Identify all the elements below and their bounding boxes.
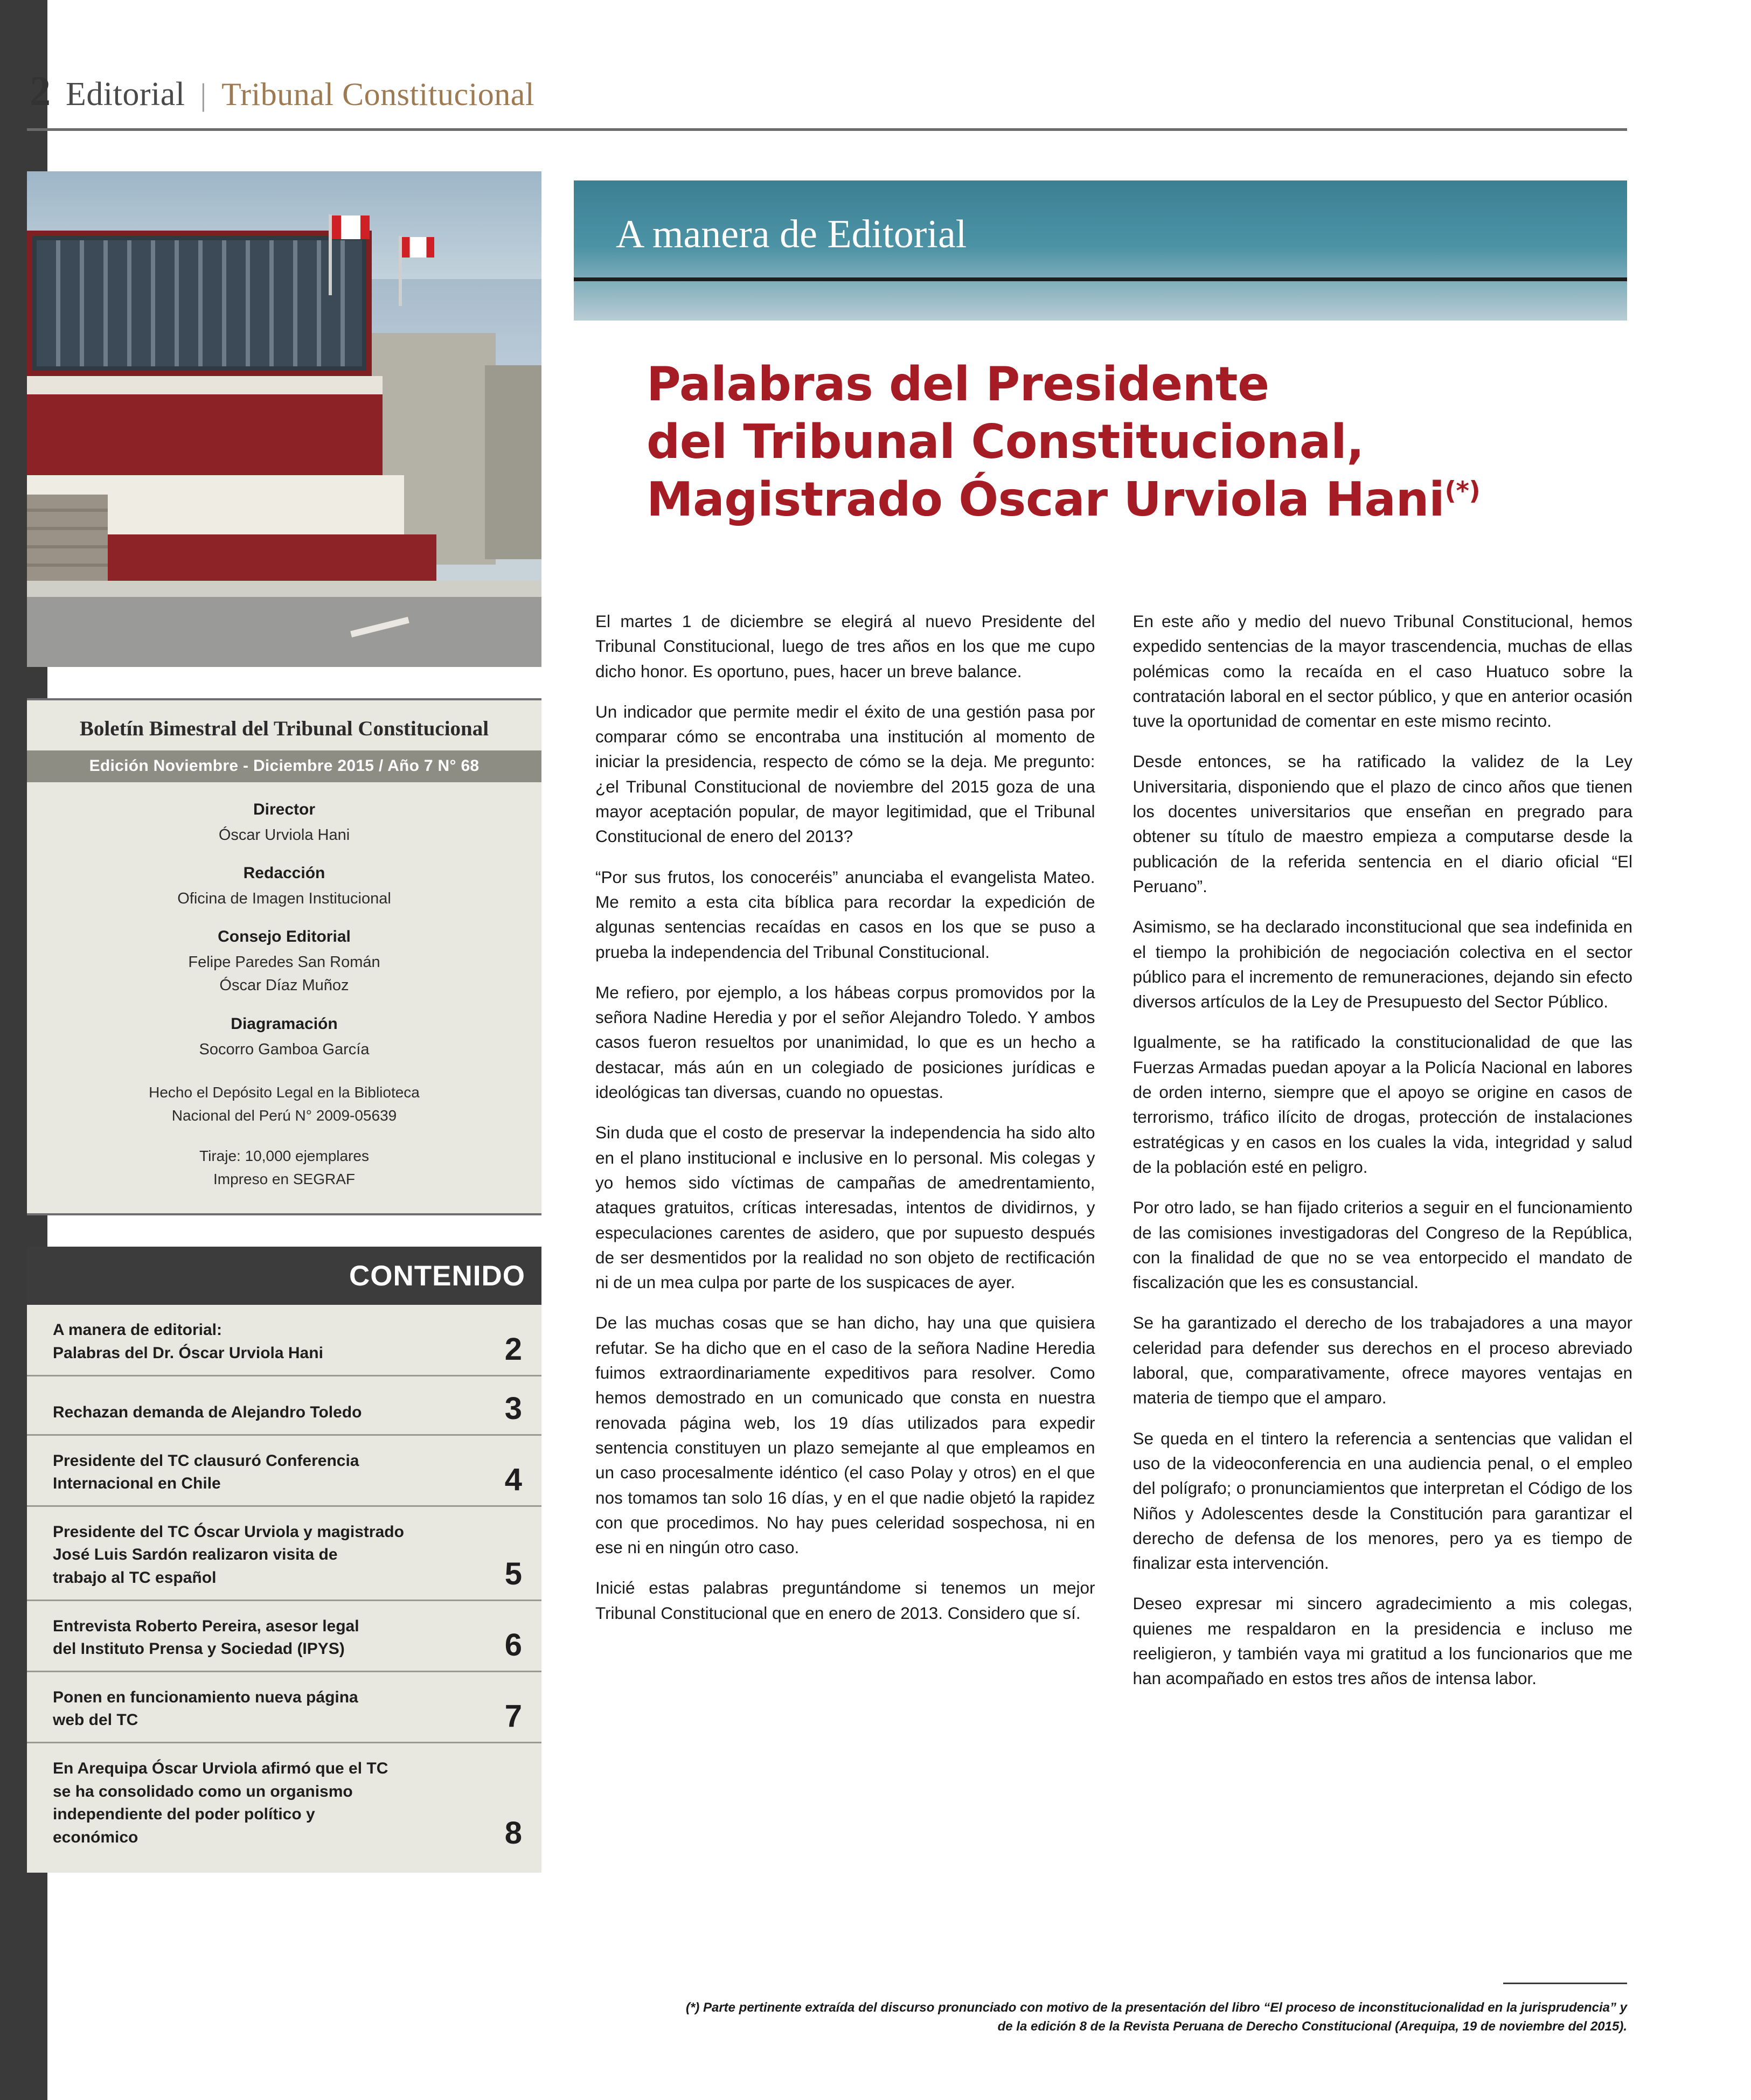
- paragraph: Se queda en el tintero la referencia a sentencias que validan el uso de la videoconferencia en una audiencia penal, o el empleo del polígrafo; o pronunciamientos que interpretan el Código de los Niños y Adolescentes desde la Constitución para garantizar el derecho de defensa de los menores, pero ya es tiempo de finalizar esta intervención.: [1132, 1428, 1632, 1573]
- contenido-heading: CONTENIDO: [27, 1247, 541, 1305]
- list-item[interactable]: [27, 1507, 541, 1601]
- page-number: 2: [30, 67, 51, 114]
- list-item[interactable]: [27, 1743, 541, 1859]
- masthead-diagramacion-value: Socorro Gamboa García: [199, 1040, 370, 1058]
- photo-cornice: [27, 376, 383, 394]
- table-of-contents: [27, 1305, 541, 1873]
- photo-midwall: [27, 394, 383, 475]
- toc-entry-page: 7: [504, 1698, 522, 1734]
- toc-entry-page: 5: [504, 1556, 522, 1591]
- article-title-line-3: Magistrado Óscar Urviola Hani: [647, 472, 1445, 527]
- header-separator: |: [200, 77, 207, 112]
- paragraph: De las muchas cosas que se han dicho, hay una que quisiera refutar. Se ha dicho que en el caso de la señora Nadine Heredia fuimos extraordinariamente expeditivos para resolver. Como hemos demostrado en un comunicado que consta en nuestra renovada página web, los 19 días utilizados para expedir sentencia constituyen un plazo semejante al que empleamos en un caso procesalmente idéntico (el caso Polay y otros) en el que nos tomamos tan solo 16 días, y en el que nadie objetó la rapidez con que procedimos. No hay pues celeridad sospechosa, ni en ese ni en ningún otro caso.: [595, 1313, 1095, 1557]
- article-column-right: [1133, 609, 1633, 1707]
- toc-entry-title: Entrevista Roberto Pereira, asesor legal del Instituto Prensa y Sociedad (IPYS): [53, 1617, 359, 1658]
- masthead-redaccion-block: [27, 864, 541, 909]
- list-item[interactable]: [27, 1376, 541, 1436]
- paragraph: En este año y medio del nuevo Tribunal Constitucional, hemos expedido sentencias de la mayor trascendencia, muchas de ellas polémicas como la recaída en el caso Huatuco sobre la contratación laboral en el sector público, y que en anterior ocasión tuve la oportunidad de comentar en este mismo recinto.: [1132, 611, 1632, 731]
- list-item[interactable]: [27, 1305, 541, 1376]
- masthead-consejo-member-2: Óscar Díaz Muñoz: [219, 977, 349, 995]
- article-title-line-2: del Tribunal Constitucional,: [647, 414, 1364, 469]
- footnote: (*) Parte pertinente extraída del discurso pronunciado con motivo de la presentación del libro “El proceso de inconstitucionalidad en la jurisprudencia” y de la edición 8 de la Revista Peruana de Derecho Constitucional (Arequipa, 19 de noviembre del 2015).: [685, 2000, 1627, 2034]
- toc-entry-title: Ponen en funcionamiento nueva página web del TC: [53, 1688, 358, 1729]
- toc-entry-page: 3: [504, 1390, 522, 1426]
- photo-window-band: [32, 236, 366, 371]
- toc-entry-page: 2: [504, 1331, 522, 1367]
- header-publication-label: Tribunal Constitucional: [221, 77, 535, 112]
- list-item[interactable]: [27, 1601, 541, 1672]
- paragraph: Me refiero, por ejemplo, a los hábeas corpus promovidos por la señora Nadine Heredia y por el señor Alejandro Toledo. Y ambos casos fueron resueltos por unanimidad, lo que es un hecho a destacar, más aún en un colegiado de posiciones jurídicas e ideológicas tan diversas, cuando no opuestas.: [595, 982, 1095, 1102]
- paragraph: Inicié estas palabras preguntándome si tenemos un mejor Tribunal Constitucional que en enero de 2013. Considero que sí.: [595, 1578, 1095, 1623]
- masthead-tiraje-line-2: Impreso en SEGRAF: [213, 1171, 355, 1188]
- editorial-banner-title: A manera de Editorial: [616, 212, 967, 256]
- masthead-box: [27, 698, 541, 1215]
- article-title-footnote-marker: (*): [1444, 476, 1481, 506]
- header-divider: [27, 128, 1627, 131]
- photo-annex-secondary: [485, 365, 541, 559]
- page-title: [647, 356, 1632, 529]
- header-row: [27, 67, 1627, 124]
- photo-street: [27, 597, 541, 667]
- toc-entry-title: Presidente del TC clausuró Conferencia Internacional en Chile: [53, 1451, 359, 1493]
- header-section-label: Editorial: [66, 76, 185, 113]
- paragraph: Asimismo, se ha declarado inconstitucional que sea indefinida en el tiempo la prohibición de negociación colectiva en el sector público para el incremento de remuneraciones, dejando sin efecto diversos artículos de la Ley de Presupuesto del Sector Público.: [1132, 917, 1632, 1012]
- toc-entry-title: Presidente del TC Óscar Urviola y magistrado José Luis Sardón realizaron visita de trabajo al TC español: [53, 1522, 404, 1587]
- paragraph: Deseo expresar mi sincero agradecimiento a mis colegas, quienes me respaldaron en la presidencia e incluso me reeligieron, y también vaya mi gratitud a los funcionarios que me han acompañado en estos tres años de intensa labor.: [1132, 1594, 1632, 1688]
- masthead-redaccion-value: Oficina de Imagen Institucional: [177, 890, 391, 908]
- article-title-line-1: Palabras del Presidente: [647, 357, 1269, 412]
- masthead-legal-line-1: Hecho el Depósito Legal en la Biblioteca: [149, 1083, 420, 1101]
- peru-flag-icon: [332, 215, 370, 239]
- paragraph: Desde entonces, se ha ratificado la validez de la Ley Universitaria, disponiendo que el plazo de cinco años que tienen los docentes universitarios que enseñan en pregrado para obtener su título de maestro empieza a computarse desde la publicación de la referida sentencia en el diario oficial “El Peruano”.: [1132, 752, 1632, 896]
- toc-entry-title: Rechazan demanda de Alejandro Toledo: [53, 1403, 362, 1422]
- building-photo: [27, 171, 541, 667]
- article-body: [595, 609, 1632, 1707]
- masthead-diagramacion-block: [27, 1015, 541, 1060]
- masthead-legal-line-2: Nacional del Perú N° 2009-05639: [171, 1107, 397, 1124]
- toc-entry-title: A manera de editorial: Palabras del Dr. Óscar Urviola Hani: [53, 1321, 323, 1362]
- paragraph: El martes 1 de diciembre se elegirá al nuevo Presidente del Tribunal Constitucional, luego de tres años en los que me cupo dicho honor. Es oportuno, pues, hacer un breve balance.: [595, 611, 1095, 681]
- toc-entry-page: 8: [504, 1816, 522, 1851]
- paragraph: Igualmente, se ha ratificado la constitucionalidad de que las Fuerzas Armadas puedan apoyar a la Policía Nacional en labores de orden interno, siempre que el apoyo se origine en casos de terrorismo, tráfico ilícito de drogas, protección de instalaciones estratégicas y en casos en los cuales la vida, integridad y salud de la población esté en peligro.: [1132, 1032, 1632, 1177]
- masthead-consejo-member-1: Felipe Paredes San Román: [188, 954, 380, 971]
- masthead-tiraje-line-1: Tiraje: 10,000 ejemplares: [199, 1148, 369, 1165]
- peru-flag-secondary-icon: [402, 237, 434, 258]
- paragraph: Un indicador que permite medir el éxito de una gestión pasa por comparar cómo se encontraba una institución al momento de iniciar la presidencia, respecto de cómo se la deja. Me pregunto: ¿el Tribunal Constitucional de noviembre del 2015 goza de una mayor aceptación popular, de mayor legitimidad, que el Tribunal Constitucional de enero del 2013?: [595, 701, 1095, 846]
- paragraph: Por otro lado, se han fijado criterios a seguir en el funcionamiento de las comisiones investigadoras del Congreso de la República, con la finalidad de que no se vea entorpecido el mandato de fiscalización que les es consustancial.: [1132, 1198, 1632, 1292]
- editorial-banner: [574, 180, 1627, 321]
- masthead-director-value: Óscar Urviola Hani: [218, 826, 350, 844]
- masthead-consejo-block: [27, 928, 541, 996]
- list-item[interactable]: [27, 1436, 541, 1507]
- masthead-redaccion-label: Redacción: [243, 864, 325, 882]
- editorial-banner-underline: [574, 277, 1627, 281]
- toc-entry-page: 4: [504, 1462, 522, 1497]
- masthead-edition: Edición Noviembre - Diciembre 2015 / Año 7 N° 68: [27, 750, 541, 782]
- masthead-director-label: Director: [253, 801, 316, 818]
- footnote-divider: [1503, 1983, 1627, 1984]
- article-column-left: [595, 609, 1095, 1707]
- paragraph: Sin duda que el costo de preservar la independencia ha sido alto en el plano institucional e inclusive en lo personal. Mis colegas y yo hemos sido víctimas de campañas de amedrentamiento, ataques gratuitos, críticas interesadas, intentos de dividirnos, y especulaciones carentes de asidero, que por supuesto después de ser desmentidos por la realidad no son objeto de rectificación ni de un mea culpa por parte de los suspicaces de ayer.: [595, 1123, 1095, 1292]
- masthead-director-block: [27, 801, 541, 846]
- masthead-consejo-label: Consejo Editorial: [218, 928, 351, 946]
- masthead-title: Boletín Bimestral del Tribunal Constitucional: [79, 717, 489, 740]
- list-item[interactable]: [27, 1672, 541, 1743]
- masthead-diagramacion-label: Diagramación: [231, 1014, 338, 1033]
- toc-entry-title: En Arequipa Óscar Urviola afirmó que el TC se ha consolidado como un organismo independiente del poder político y económico: [53, 1759, 388, 1846]
- paragraph: “Por sus frutos, los conoceréis” anunciaba el evangelista Mateo. Me remito a esta cita bíblica para recordar la expedición de algunas sentencias recaídas en casos en los que se puso a prueba la independencia del Tribunal Constitucional.: [595, 867, 1095, 962]
- toc-entry-page: 6: [504, 1627, 522, 1663]
- page-header: [27, 67, 1627, 129]
- left-column: [27, 171, 541, 1873]
- paragraph: Se ha garantizado el derecho de los trabajadores a una mayor celeridad para defender sus derechos en el proceso abreviado laboral, que, comparativamente, ofrece mayores ventajas en materia de tiempo que el amparo.: [1132, 1313, 1632, 1408]
